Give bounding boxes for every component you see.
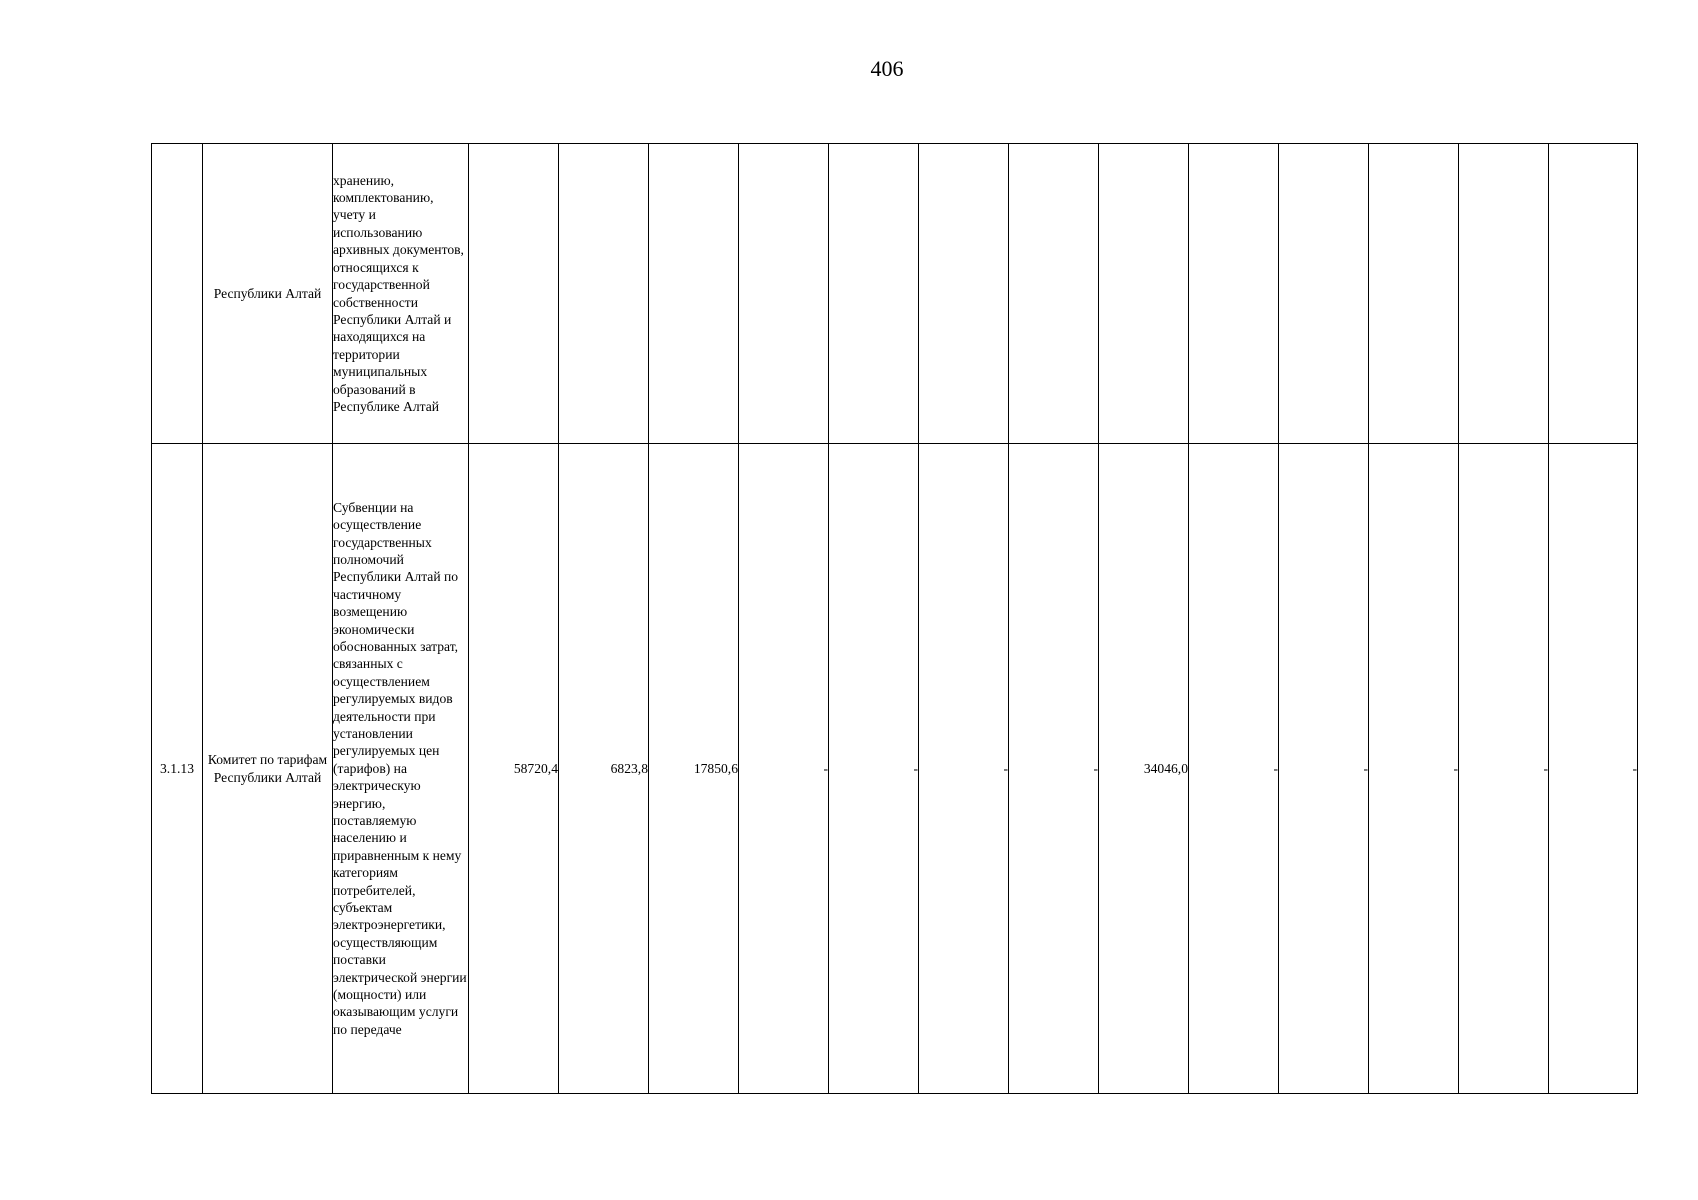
description-cell: хранению, комплектованию, учету и использованию архивных документов, относящихся к государственной собственности Республики Алтай и находящихся на территории муниципальных образований в Республике Алтай xyxy=(333,144,469,444)
value-cell xyxy=(1369,144,1459,444)
row-number-cell xyxy=(152,144,203,444)
value-cell xyxy=(919,144,1009,444)
value-cell xyxy=(1009,144,1099,444)
value-cell: 34046,0 xyxy=(1099,444,1189,1094)
budget-table xyxy=(151,143,1638,1094)
value-cell: - xyxy=(1549,444,1638,1094)
description-cell: Субвенции на осуществление государственных полномочий Республики Алтай по частичному возмещению экономически обоснованных затрат, связанных с осуществлением регулируемых видов деятельности при установлении регулируемых цен (тарифов) на электрическую энергию, поставляемую населению и приравненным к нему категориям потребителей, субъектам электроэнергетики, осуществляющим поставки электрической энергии (мощности) или оказывающим услуги по передаче xyxy=(333,444,469,1094)
value-cell xyxy=(1279,144,1369,444)
row-number-cell: 3.1.13 xyxy=(152,444,203,1094)
page-number: 406 xyxy=(870,56,904,81)
value-cell xyxy=(469,144,559,444)
value-cell xyxy=(739,144,829,444)
value-cell: - xyxy=(739,444,829,1094)
value-cell: - xyxy=(1369,444,1459,1094)
value-cell: - xyxy=(1279,444,1369,1094)
value-cell xyxy=(559,144,649,444)
value-cell: 58720,4 xyxy=(469,444,559,1094)
organization-cell: Комитет по тарифам Республики Алтай xyxy=(203,444,333,1094)
organization-cell: Республики Алтай xyxy=(203,144,333,444)
value-cell xyxy=(649,144,739,444)
value-cell xyxy=(829,144,919,444)
table-row xyxy=(152,444,1638,1094)
table-row xyxy=(152,144,1638,444)
value-cell: - xyxy=(919,444,1009,1094)
value-cell: - xyxy=(1189,444,1279,1094)
value-cell: - xyxy=(1009,444,1099,1094)
value-cell xyxy=(1099,144,1189,444)
value-cell xyxy=(1459,144,1549,444)
value-cell: 17850,6 xyxy=(649,444,739,1094)
value-cell: - xyxy=(1459,444,1549,1094)
value-cell: 6823,8 xyxy=(559,444,649,1094)
value-cell: - xyxy=(829,444,919,1094)
value-cell xyxy=(1549,144,1638,444)
value-cell xyxy=(1189,144,1279,444)
